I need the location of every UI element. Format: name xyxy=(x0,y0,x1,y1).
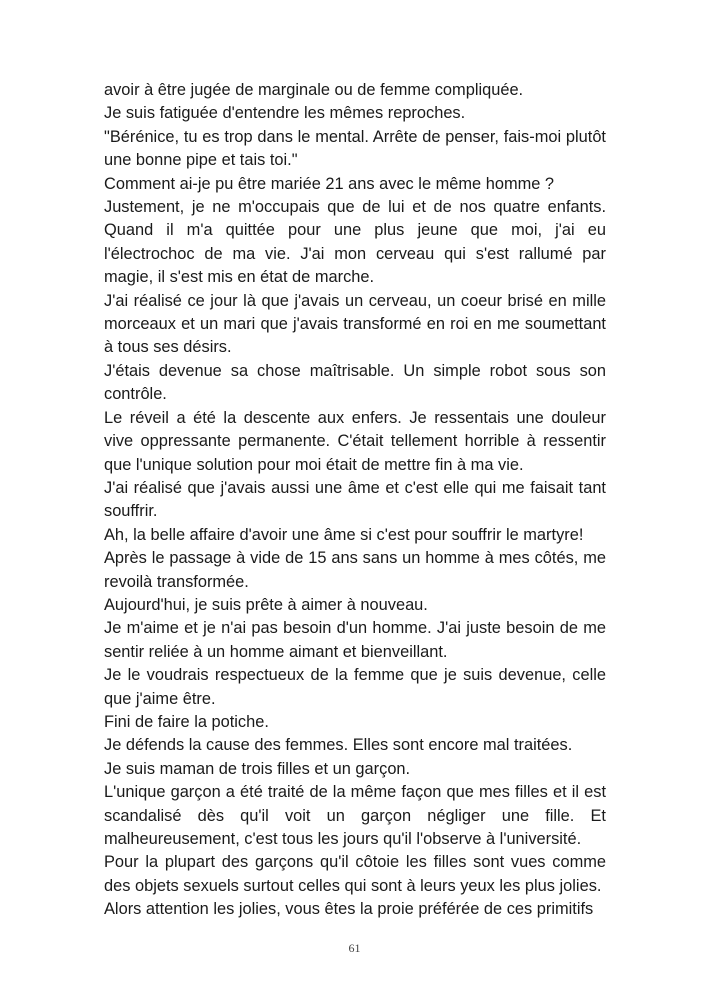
page-number: 61 xyxy=(348,941,361,955)
paragraph: Fini de faire la potiche. xyxy=(104,712,269,731)
paragraph: Le réveil a été la descente aux enfers. Je ressentais une douleur vive oppressante permanente. C'était tellement horrible à ressentir que l'unique solution pour moi était de mettre fin à ma vie. xyxy=(104,408,606,474)
paragraph: L'unique garçon a été traité de la même façon que mes filles et il est scandalisé dès qu'il voit un garçon négliger une fille. Et malheureusement, c'est tous les jours qu'il l'observe à l'université. xyxy=(104,783,606,848)
paragraph: Pour la plupart des garçons qu'il côtoie les filles sont vues comme des objets sexuels surtout celles qui sont à leurs yeux les plus jolies. xyxy=(104,853,606,895)
paragraph: Je le voudrais respectueux de la femme que je suis devenue, celle que j'aime être. xyxy=(104,666,606,708)
paragraph: avoir à être jugée de marginale ou de femme compliquée. xyxy=(104,81,524,99)
paragraph: Après le passage à vide de 15 ans sans un homme à mes côtés, me revoilà transformée. xyxy=(104,549,606,591)
paragraph: Ah, la belle affaire d'avoir une âme si c'est pour souffrir le martyre! xyxy=(104,525,584,544)
paragraph: "Bérénice, tu es trop dans le mental. Arrête de penser, fais-moi plutôt une bonne pipe et tais toi." xyxy=(104,127,606,170)
paragraph: Justement, je ne m'occupais que de lui et de nos quatre enfants. Quand il m'a quittée pour une plus jeune que moi, j'ai eu l'électrochoc de ma vie. J'ai mon cerveau qui s'est rallumé par magie, il s'est mis en état de marche. xyxy=(104,198,606,287)
paragraph: Alors attention les jolies, vous êtes la proie préférée de ces primitifs xyxy=(104,900,594,919)
paragraph: Je suis fatiguée d'entendre les mêmes reproches. xyxy=(104,104,466,123)
page-body xyxy=(104,79,606,922)
paragraph: J'ai réalisé ce jour là que j'avais un cerveau, un coeur brisé en mille morceaux et un mari que j'avais transformé en roi en me soumettant à tous ses désirs. xyxy=(104,291,606,357)
paragraph: J'ai réalisé que j'avais aussi une âme et c'est elle qui me faisait tant souffrir. xyxy=(104,478,606,521)
paragraph: Comment ai-je pu être mariée 21 ans avec le même homme ? xyxy=(104,174,555,193)
paragraph: J'étais devenue sa chose maîtrisable. Un simple robot sous son contrôle. xyxy=(104,361,606,404)
paragraph: Je suis maman de trois filles et un garçon. xyxy=(104,759,411,778)
paragraph: Aujourd'hui, je suis prête à aimer à nouveau. xyxy=(104,595,428,614)
paragraph: Je défends la cause des femmes. Elles sont encore mal traitées. xyxy=(104,736,573,755)
paragraph: Je m'aime et je n'ai pas besoin d'un homme. J'ai juste besoin de me sentir reliée à un homme aimant et bienveillant. xyxy=(104,619,606,661)
